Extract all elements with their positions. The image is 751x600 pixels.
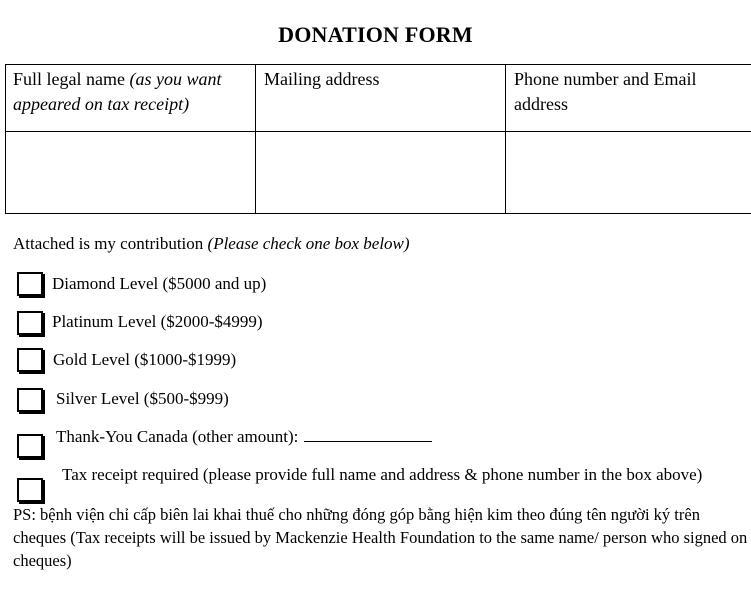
- header-phone-email: [514, 67, 751, 117]
- contribution-instruction: [13, 234, 410, 254]
- label-thank-you-canada: [56, 427, 432, 447]
- checkbox-silver-level[interactable]: [17, 388, 43, 412]
- header-full-legal-name: [13, 67, 249, 117]
- field-phone-email[interactable]: [506, 132, 751, 213]
- label-platinum-level: Platinum Level ($2000-$4999): [52, 312, 263, 331]
- donor-info-table: [5, 64, 751, 214]
- checkbox-tax-receipt[interactable]: [17, 478, 43, 502]
- label-diamond-level: Diamond Level ($5000 and up): [52, 274, 267, 293]
- checkbox-diamond-level[interactable]: [17, 272, 43, 296]
- checkbox-thank-you-canada[interactable]: [17, 434, 43, 458]
- header-full-legal-name-note: (as you want appeared on tax receipt): [13, 69, 222, 114]
- label-silver-level: Silver Level ($500-$999): [56, 389, 229, 408]
- header-phone-email-text: Phone number and Email address: [514, 69, 697, 114]
- form-title: DONATION FORM: [278, 22, 473, 47]
- field-full-legal-name[interactable]: [6, 132, 255, 213]
- contribution-text: Attached is my contribution: [13, 234, 208, 253]
- contribution-note: (Please check one box below): [207, 234, 410, 253]
- label-gold-level: Gold Level ($1000-$1999): [53, 350, 237, 369]
- checkbox-gold-level[interactable]: [17, 348, 43, 372]
- checkbox-platinum-level[interactable]: [17, 311, 43, 335]
- label-tax-receipt: Tax receipt required (please provide full name and address & phone number in the box above): [62, 465, 703, 484]
- field-mailing-address[interactable]: [256, 132, 505, 213]
- header-full-legal-name-text: Full legal name: [13, 69, 130, 89]
- header-mailing-address: [264, 67, 500, 92]
- ps-note: PS: bệnh viện chỉ cấp biên lai khai thuế cho những đóng góp bằng hiện kim theo đúng tên người ký trên cheques (Tax receipts will be issued by Mackenzie Health Foundation to the same name/ person who signed on cheques): [13, 505, 748, 570]
- header-mailing-address-text: Mailing address: [264, 69, 380, 89]
- label-thank-you-canada-text: Thank-You Canada (other amount):: [56, 427, 299, 446]
- other-amount-field[interactable]: [304, 427, 432, 442]
